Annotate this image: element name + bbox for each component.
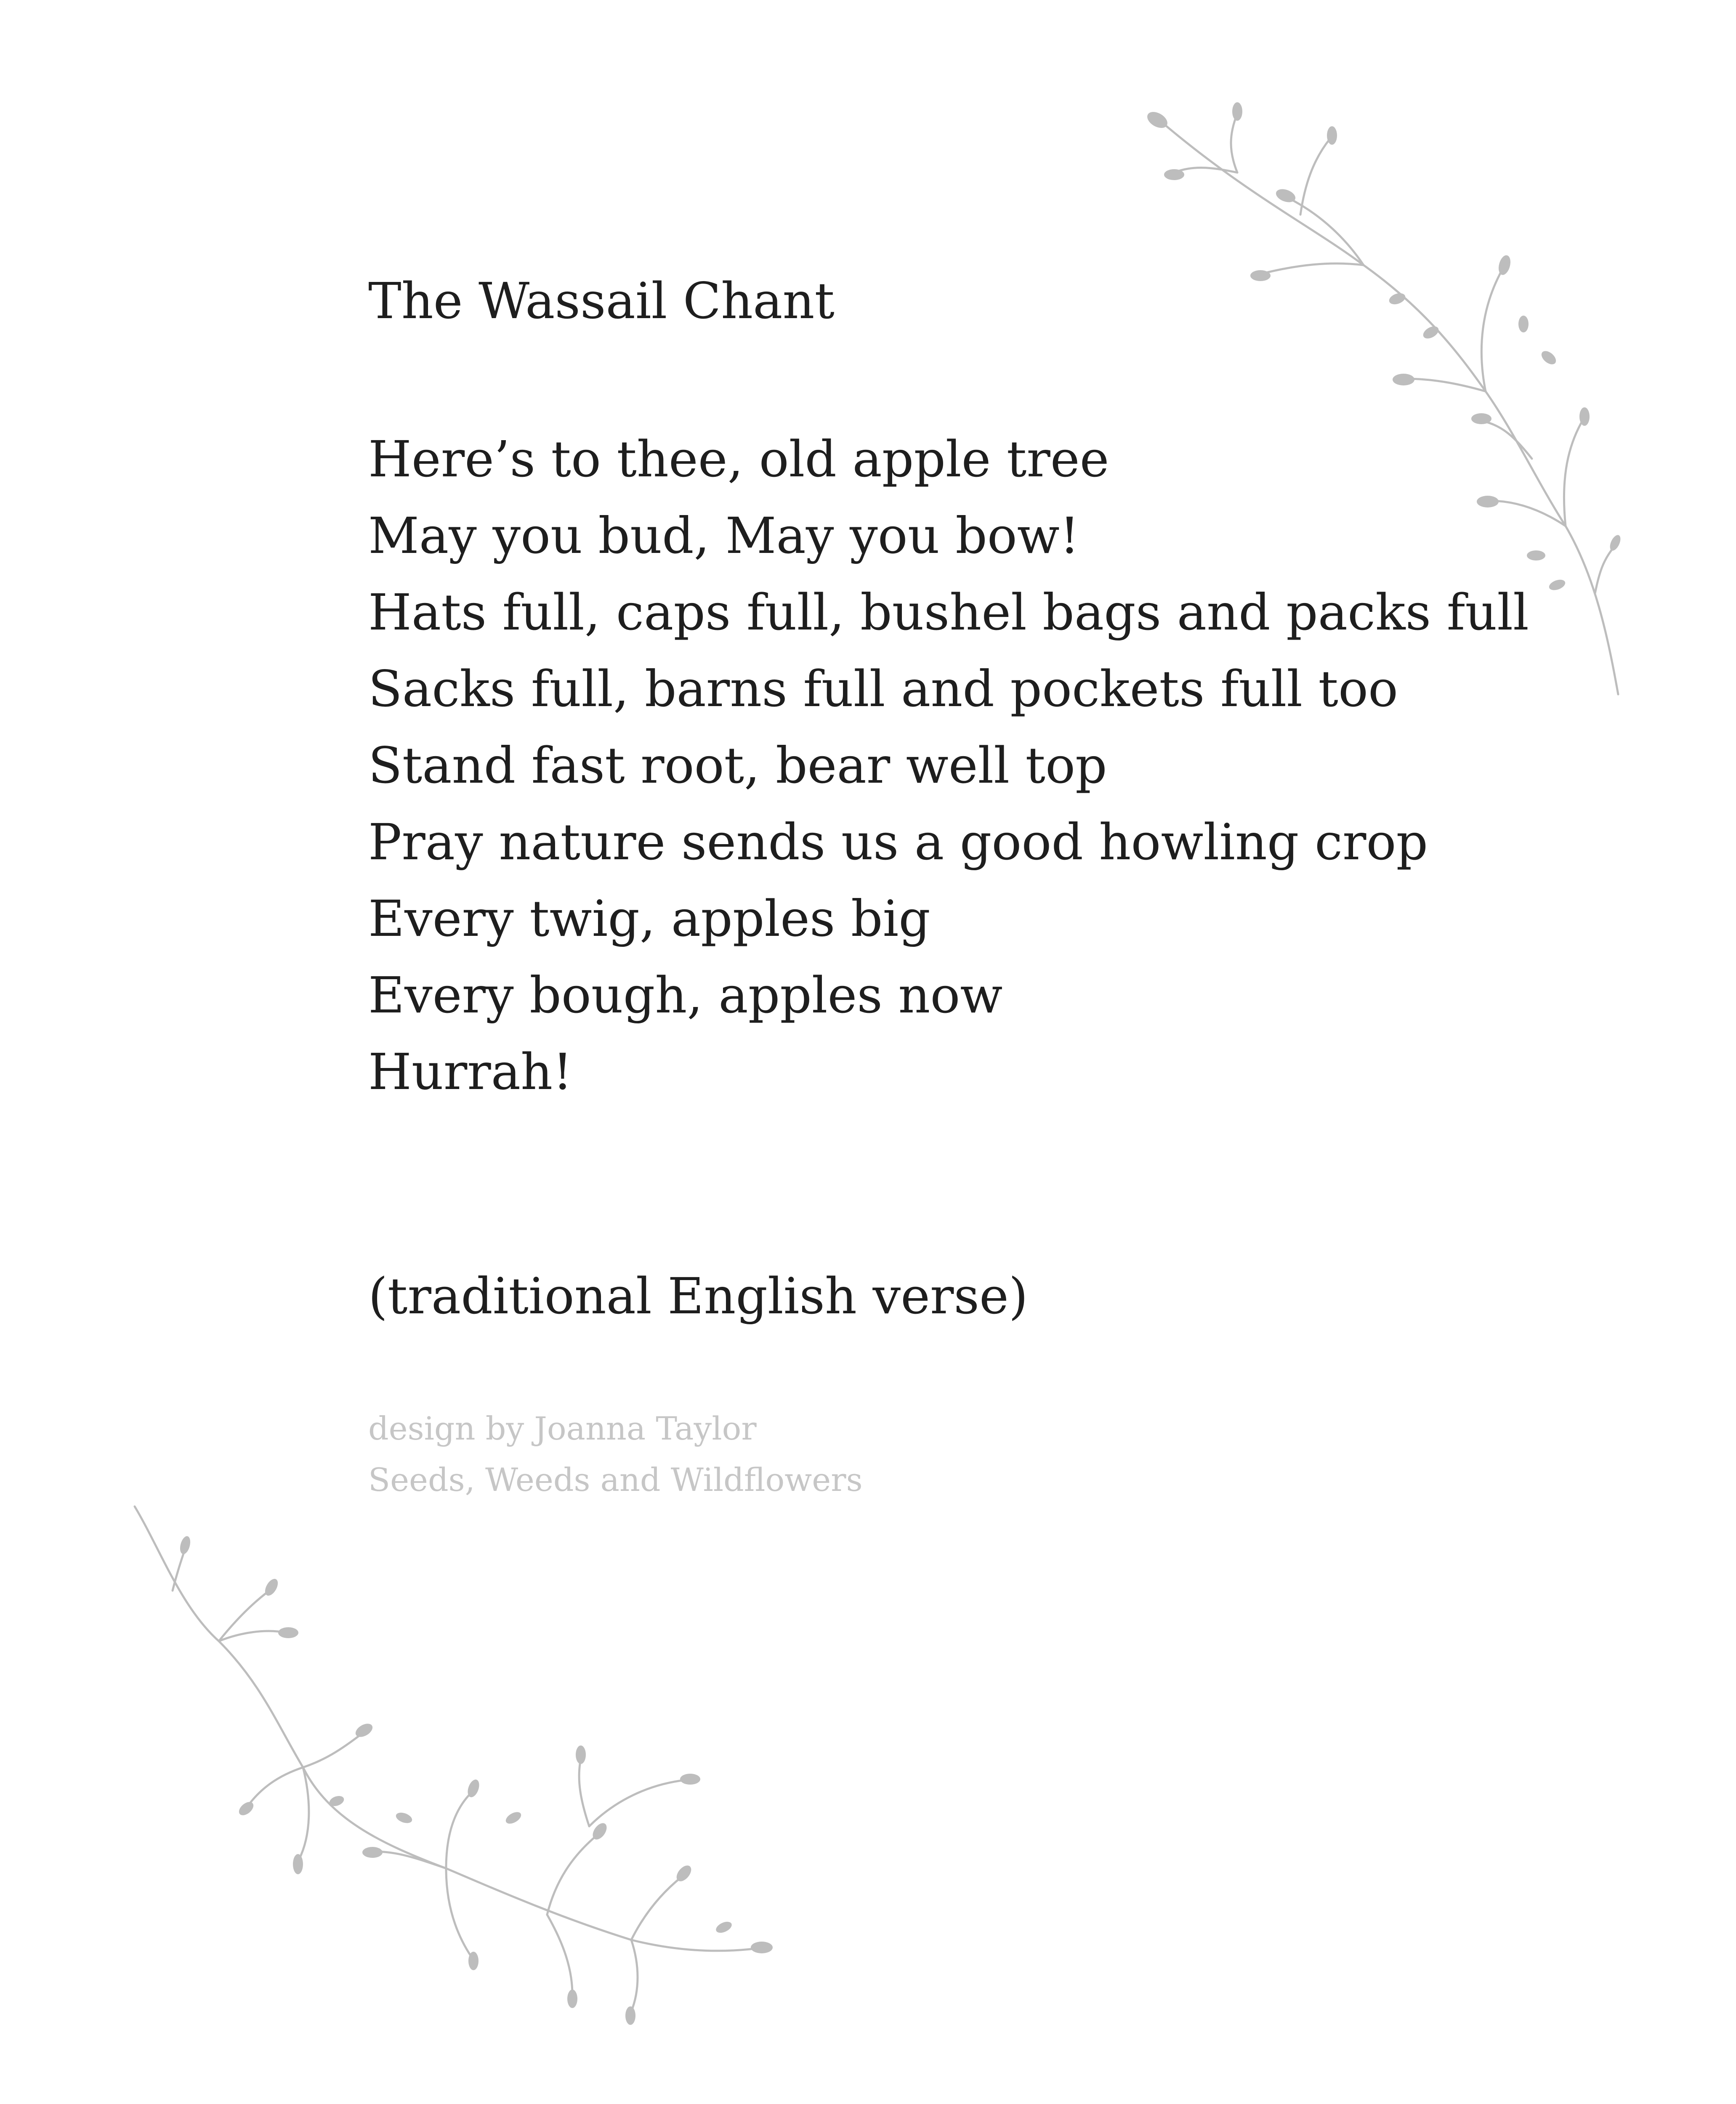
- poem-attribution: (traditional English verse): [368, 1267, 1028, 1325]
- poem-line: Stand fast root, bear well top: [368, 736, 1107, 794]
- poem-line: Here’s to thee, old apple tree: [368, 430, 1109, 488]
- poem-line: Every bough, apples now: [368, 966, 1003, 1024]
- poem-line: May you bud, May you bow!: [368, 507, 1080, 565]
- poem-line: Hurrah!: [368, 1043, 573, 1101]
- poem-title: The Wassail Chant: [368, 272, 835, 330]
- poem-line: Sacks full, barns full and pockets full too: [368, 660, 1398, 718]
- poem-line: Pray nature sends us a good howling crop: [368, 813, 1428, 871]
- leafy-branch-icon: [126, 1498, 774, 2049]
- poem-line: Hats full, caps full, bushel bags and packs full: [368, 583, 1529, 641]
- brand-credit: Seeds, Weeds and Wildflowers: [368, 1461, 863, 1498]
- designer-credit: design by Joanna Taylor: [368, 1410, 757, 1447]
- poem-line: Every twig, apples big: [368, 890, 930, 948]
- poem-lines: [368, 421, 1529, 1110]
- branch-bottom-left-icon: [126, 1498, 774, 2049]
